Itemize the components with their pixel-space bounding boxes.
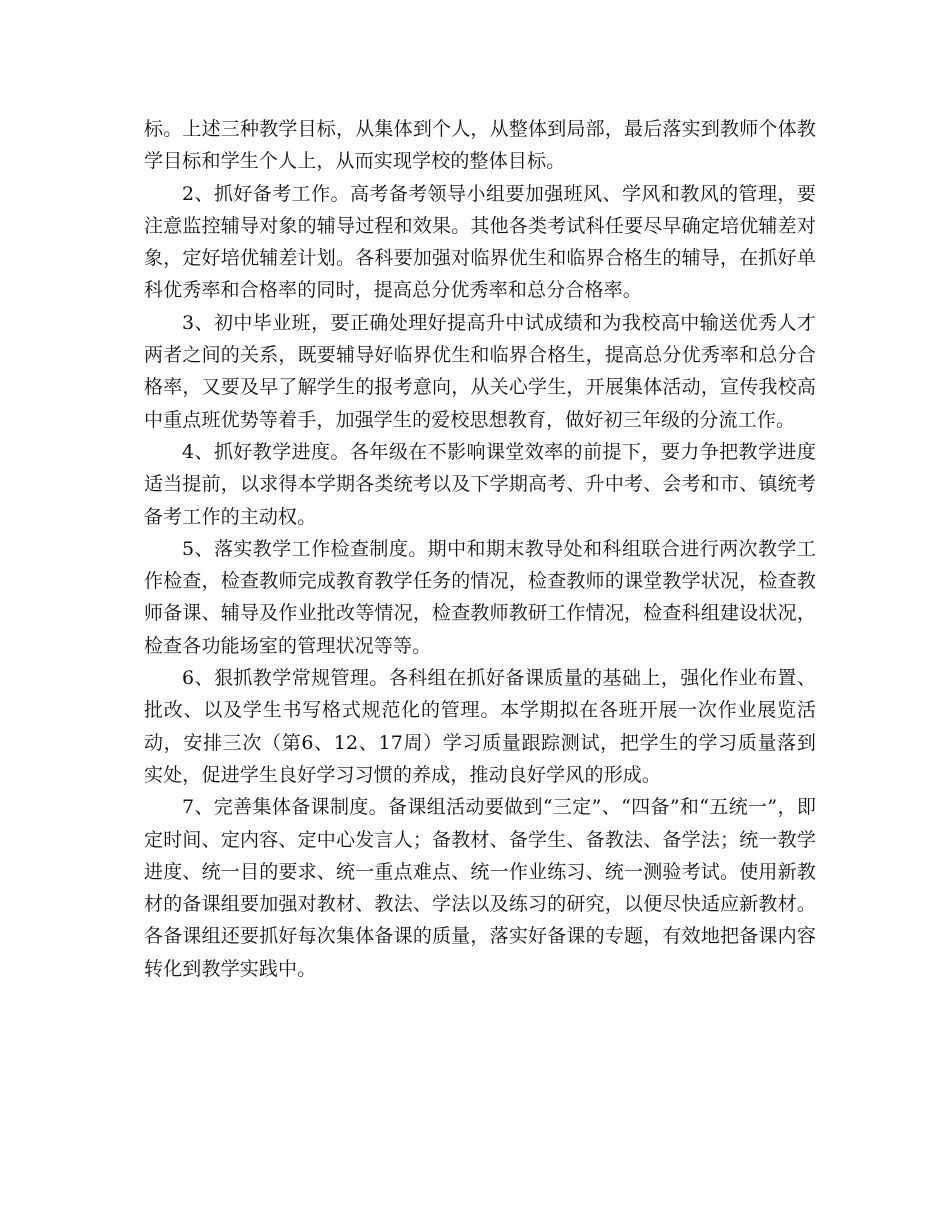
paragraph-continuation: 标。上述三种教学目标，从集体到个人，从整体到局部，最后落实到教师个体教学目标和学生个人上，从而实现学校的整体目标。: [144, 118, 816, 173]
paragraph-item-5: 5、落实教学工作检查制度。期中和期末教导处和科组联合进行两次教学工作检查，检查教师完成教育教学任务的情况，检查教师的课堂教学状况，检查教师备课、辅导及作业批改等情况，检查教师教研工作情况，检查科组建设状况，检查各功能场室的管理状况等等。: [144, 537, 816, 657]
paragraph-item-3: 3、初中毕业班，要正确处理好提高升中试成绩和为我校高中输送优秀人才两者之间的关系，既要辅导好临界优生和临界合格生，提高总分优秀率和总分合格率，又要及早了解学生的报考意向，从关心学生，开展集体活动，宣传我校高中重点班优势等着手，加强学生的爱校思想教育，做好初三年级的分流工作。: [144, 311, 816, 431]
paragraph-item-7: 7、完善集体备课制度。备课组活动要做到“三定”、“四备”和“五统一”，即定时间、定内容、定中心发言人；备教材、备学生、备教法、备学法；统一教学进度、统一目的要求、统一重点难点、统一作业练习、统一测验考试。使用新教材的备课组要加强对教材、教法、学法以及练习的研究，以便尽快适应新教材。各备课组还要抓好每次集体备课的质量，落实好备课的专题，有效地把备课内容转化到教学实践中。: [144, 796, 816, 980]
paragraph-item-4: 4、抓好教学进度。各年级在不影响课堂效率的前提下，要力争把教学进度适当提前，以求得本学期各类统考以及下学期高考、升中考、会考和市、镇统考备考工作的主动权。: [144, 440, 816, 528]
paragraph-item-6: 6、狠抓教学常规管理。各科组在抓好备课质量的基础上，强化作业布置、批改、以及学生书写格式规范化的管理。本学期拟在各班开展一次作业展览活动，安排三次（第6、12、17周）学习质量跟踪测试，把学生的学习质量落到实处，促进学生良好学习习惯的养成，推动良好学风的形成。: [144, 667, 816, 786]
document-body: [144, 113, 816, 985]
paragraph-item-2: 2、抓好备考工作。高考备考领导小组要加强班风、学风和教风的管理，要注意监控辅导对象的辅导过程和效果。其他各类考试科任要尽早确定培优辅差对象，定好培优辅差计划。各科要加强对临界优生和临界合格生的辅导，在抓好单科优秀率和合格率的同时，提高总分优秀率和总分合格率。: [144, 182, 816, 302]
